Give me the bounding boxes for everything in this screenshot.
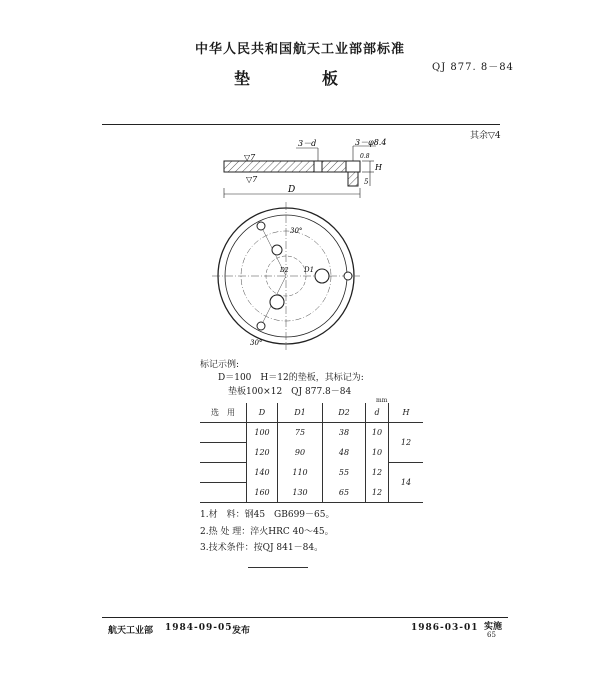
end-rule [248,567,308,568]
header-d: d [366,403,389,423]
bottom-rule [102,617,508,618]
header-D2: D2 [323,403,366,423]
top-rule [102,124,500,125]
cell-D2: 65 [323,483,366,503]
footer-implement-word: 实施 [484,622,503,632]
cell-H: 12 [389,423,424,463]
angle-bottom-label: 30° [250,339,263,347]
dim-D2-label: D2 [280,267,289,274]
note-technical-conditions: 3.技术条件：按QJ 841－84。 [200,543,324,553]
select-cell [200,483,247,503]
cell-D: 100 [247,423,278,443]
dimension-table [200,403,423,503]
footer-implement-date: 1986-03-01 [411,623,479,633]
dim-H-label: H [375,163,382,172]
select-cell [200,463,247,483]
dim-D-label: D [288,185,296,195]
cell-D: 140 [247,463,278,483]
note-material: 1.材 料：钢45 GB699－65。 [200,510,335,520]
cell-D2: 38 [323,423,366,443]
table-row [200,463,423,483]
cell-D1: 90 [278,443,323,463]
angle-top-label: 30° [290,227,303,235]
header-D: D [247,403,278,423]
marking-example-line1: D＝100 H＝12的垫板，其标记为: [218,373,364,383]
counterbore-label: 3－φ8.4 [355,138,387,147]
dim-D1-label: D1 [304,266,315,274]
cell-D: 160 [247,483,278,503]
page-number: 65 [487,631,496,639]
plan-view [212,202,360,350]
issuer-standard-title: 中华人民共和国航天工业部部标准 [194,42,405,57]
table-header-row [200,403,423,423]
roughness-bottom-label: ▽7 [246,175,258,184]
cell-d: 12 [366,483,389,503]
header-D1: D1 [278,403,323,423]
cell-D2: 55 [323,463,366,483]
table-row [200,423,423,443]
cell-D2: 48 [323,443,366,463]
dim-small-label: 0.8 [360,153,370,160]
cell-d: 12 [366,463,389,483]
footer-issuer: 航天工业部 [108,626,154,636]
marking-example-line2: 垫板100×12 QJ 877.8－84 [228,387,352,397]
select-cell [200,443,247,463]
standard-number: QJ 877. 8－84 [432,62,514,73]
dim-depth-label: 5 [364,178,369,186]
cell-D: 120 [247,443,278,463]
cell-H: 14 [389,463,424,503]
marking-example-heading: 标记示例: [200,360,240,370]
footer-issue-word: 发布 [232,626,251,636]
cell-D1: 75 [278,423,323,443]
note-heat-treatment: 2.热 处 理：淬火HRC 40～45。 [200,527,334,537]
roughness-top-label: ▽7 [244,153,256,162]
header-H: H [389,403,424,423]
holes-label: 3－d [298,139,317,148]
footer-issue-date: 1984-09-05 [165,623,233,633]
section-view [224,138,386,198]
roughness-note: 其余▽4 [470,131,501,141]
technical-drawing [200,136,387,352]
table-unit: mm [376,397,388,404]
header-select: 选 用 [200,403,247,423]
document-title: 垫 板 [233,69,366,88]
cell-D1: 130 [278,483,323,503]
cell-D1: 110 [278,463,323,483]
cell-d: 10 [366,423,389,443]
select-cell [200,423,247,443]
cell-d: 10 [366,443,389,463]
